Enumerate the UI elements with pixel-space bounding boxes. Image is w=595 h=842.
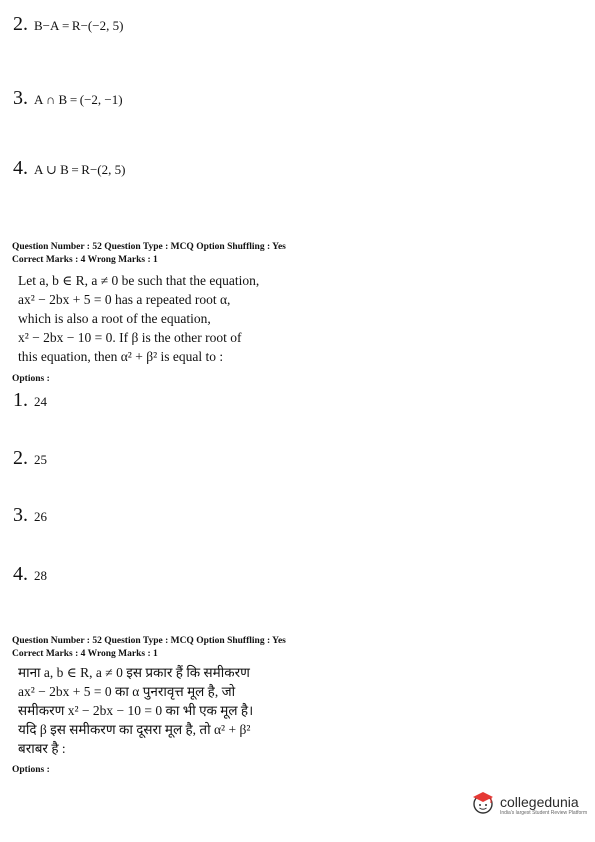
- option-item: [13, 158, 125, 178]
- option-number: 2.: [13, 447, 28, 469]
- question-line: ax² − 2bx + 5 = 0 का α पुनरावृत्त मूल है, जो: [18, 684, 236, 699]
- question-line: समीकरण x² − 2bx − 10 = 0 का भी एक मूल है।: [18, 703, 254, 718]
- question-text: [18, 663, 268, 758]
- question-line: यदि β इस समीकरण का दूसरा मूल है, तो α² + β²: [18, 722, 251, 737]
- option-text: A ∪ B = R−(2, 5): [34, 162, 126, 177]
- question-line: Let a, b ∈ R, a ≠ 0 be such that the equation,: [18, 273, 260, 288]
- question-line: which is also a root of the equation,: [18, 311, 211, 326]
- option-item[interactable]: [13, 448, 47, 468]
- option-text: B−A = R−(−2, 5): [34, 18, 124, 33]
- option-text: 25: [34, 452, 47, 467]
- question-line: x² − 2bx − 10 = 0. If β is the other root of: [18, 330, 242, 345]
- question-meta: Question Number : 52 Question Type : MCQ Option Shuffling : Yes: [12, 242, 286, 252]
- logo-name: collegedunia: [500, 793, 579, 810]
- collegedunia-logo: [470, 790, 587, 819]
- option-item[interactable]: [13, 564, 47, 584]
- option-text: 24: [34, 394, 47, 409]
- option-text: 26: [34, 509, 47, 524]
- question-marks: Correct Marks : 4 Wrong Marks : 1: [12, 649, 158, 659]
- option-number: 4.: [13, 563, 28, 585]
- logo-tagline: India's largest Student Review Platform: [500, 809, 588, 816]
- graduation-cap-icon: [470, 790, 496, 819]
- option-text: 28: [34, 568, 47, 583]
- options-label: Options :: [12, 374, 50, 384]
- question-text: [18, 271, 268, 366]
- option-number: 4.: [13, 157, 28, 179]
- option-number: 3.: [13, 87, 28, 109]
- options-label: Options :: [12, 765, 50, 775]
- question-line: माना a, b ∈ R, a ≠ 0 इस प्रकार हैं कि समीकरण: [18, 665, 250, 680]
- question-line: ax² − 2bx + 5 = 0 has a repeated root α,: [18, 292, 231, 307]
- option-item: [13, 88, 123, 108]
- question-line: बराबर है :: [18, 741, 66, 756]
- option-item: [13, 14, 123, 34]
- question-line: this equation, then α² + β² is equal to :: [18, 349, 224, 364]
- option-item[interactable]: [13, 505, 47, 525]
- option-number: 3.: [13, 504, 28, 526]
- option-item[interactable]: [13, 390, 47, 410]
- option-number: 2.: [13, 13, 28, 35]
- option-text: A ∩ B = (−2, −1): [34, 92, 123, 107]
- question-meta: Question Number : 52 Question Type : MCQ Option Shuffling : Yes: [12, 636, 286, 646]
- option-number: 1.: [13, 389, 28, 411]
- question-marks: Correct Marks : 4 Wrong Marks : 1: [12, 255, 158, 265]
